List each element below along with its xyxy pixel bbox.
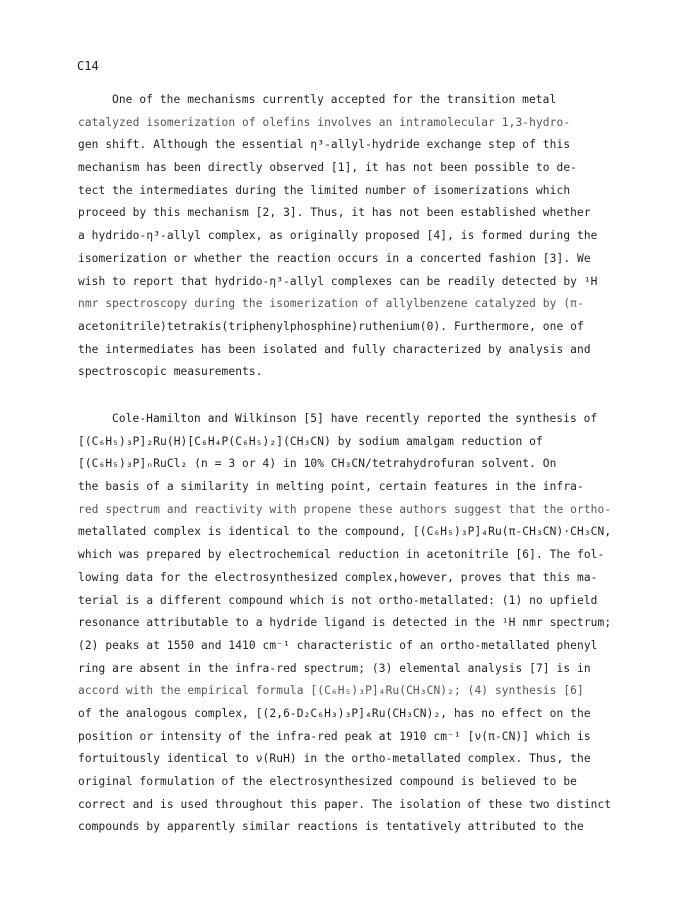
text-line: metallated complex is identical to the compound, [(C₆H₅)₃P]₄Ru(π-CH₃CN)·CH₃CN,: [78, 525, 612, 539]
text-line: compounds by apparently similar reactions is tentatively attributed to the: [78, 820, 584, 834]
text-line: catalyzed isomerization of olefins involves an intramolecular 1,3-hydro-: [78, 115, 571, 129]
text-line: which was prepared by electrochemical reduction in acetonitrile [6]. The fol-: [78, 548, 605, 562]
text-line: proceed by this mechanism [2, 3]. Thus, it has not been established whether: [78, 206, 591, 220]
paragraph-1: [78, 89, 618, 384]
page-number: C14: [77, 59, 99, 73]
text-line: wish to report that hydrido-η³-allyl complexes can be readily detected by ¹H: [78, 274, 598, 288]
text-line: mechanism has been directly observed [1], it has not been possible to de-: [78, 161, 577, 175]
text-line: the basis of a similarity in melting point, certain features in the infra-: [78, 480, 584, 494]
text-line: [(C₆H₅)₃P]ₙRuCl₂ (n = 3 or 4) in 10% CH₃CN/tetrahydrofuran solvent. On: [78, 457, 557, 471]
text-line: position or intensity of the infra-red peak at 1910 cm⁻¹ [ν(π-CN)] which is: [78, 729, 591, 743]
text-line: gen shift. Although the essential η³-allyl-hydride exchange step of this: [78, 138, 571, 152]
text-line: isomerization or whether the reaction occurs in a concerted fashion [3]. We: [78, 251, 591, 265]
text-line: [(C₆H₅)₃P]₂Ru(H)[C₆H₄P(C₆H₅)₂](CH₃CN) by sodium amalgam reduction of: [78, 434, 543, 448]
text-line: One of the mechanisms currently accepted for the transition metal: [112, 93, 557, 106]
text-line: lowing data for the electrosynthesized complex,however, proves that this ma-: [78, 570, 598, 584]
text-line: a hydrido-η³-allyl complex, as originally proposed [4], is formed during the: [78, 229, 598, 243]
text-line: correct and is used throughout this paper. The isolation of these two distinct: [78, 797, 612, 811]
paragraph-2: [78, 408, 618, 839]
text-line: of the analogous complex, [(2,6-D₂C₆H₃)₃P]₄Ru(CH₃CN)₂, has no effect on the: [78, 706, 591, 720]
text-line: nmr spectroscopy during the isomerization of allylbenzene catalyzed by (π-: [78, 297, 584, 311]
text-line: resonance attributable to a hydride ligand is detected in the ¹H nmr spectrum;: [78, 616, 612, 630]
text-line: spectroscopic measurements.: [78, 365, 263, 379]
text-line: ring are absent in the infra-red spectrum; (3) elemental analysis [7] is in: [78, 661, 591, 675]
text-line: original formulation of the electrosynthesized compound is believed to be: [78, 775, 577, 788]
text-line: Cole-Hamilton and Wilkinson [5] have recently reported the synthesis of: [112, 412, 598, 425]
text-line: red spectrum and reactivity with propene these authors suggest that the ortho-: [78, 502, 612, 516]
text-line: terial is a different compound which is not ortho-metallated: (1) no upfield: [78, 593, 598, 607]
text-line: the intermediates has been isolated and fully characterized by analysis and: [78, 342, 591, 356]
text-line: accord with the empirical formula [(C₆H₅)₃P]₄Ru(CH₃CN)₂; (4) synthesis [6]: [78, 684, 584, 698]
text-line: fortuitously identical to ν(RuH) in the ortho-metallated complex. Thus, the: [78, 752, 591, 766]
text-line: tect the intermediates during the limited number of isomerizations which: [78, 183, 571, 197]
text-line: (2) peaks at 1550 and 1410 cm⁻¹ characteristic of an ortho-metallated phenyl: [78, 638, 598, 652]
text-line: acetonitrile)tetrakis(triphenylphosphine)ruthenium(0). Furthermore, one of: [78, 319, 584, 333]
